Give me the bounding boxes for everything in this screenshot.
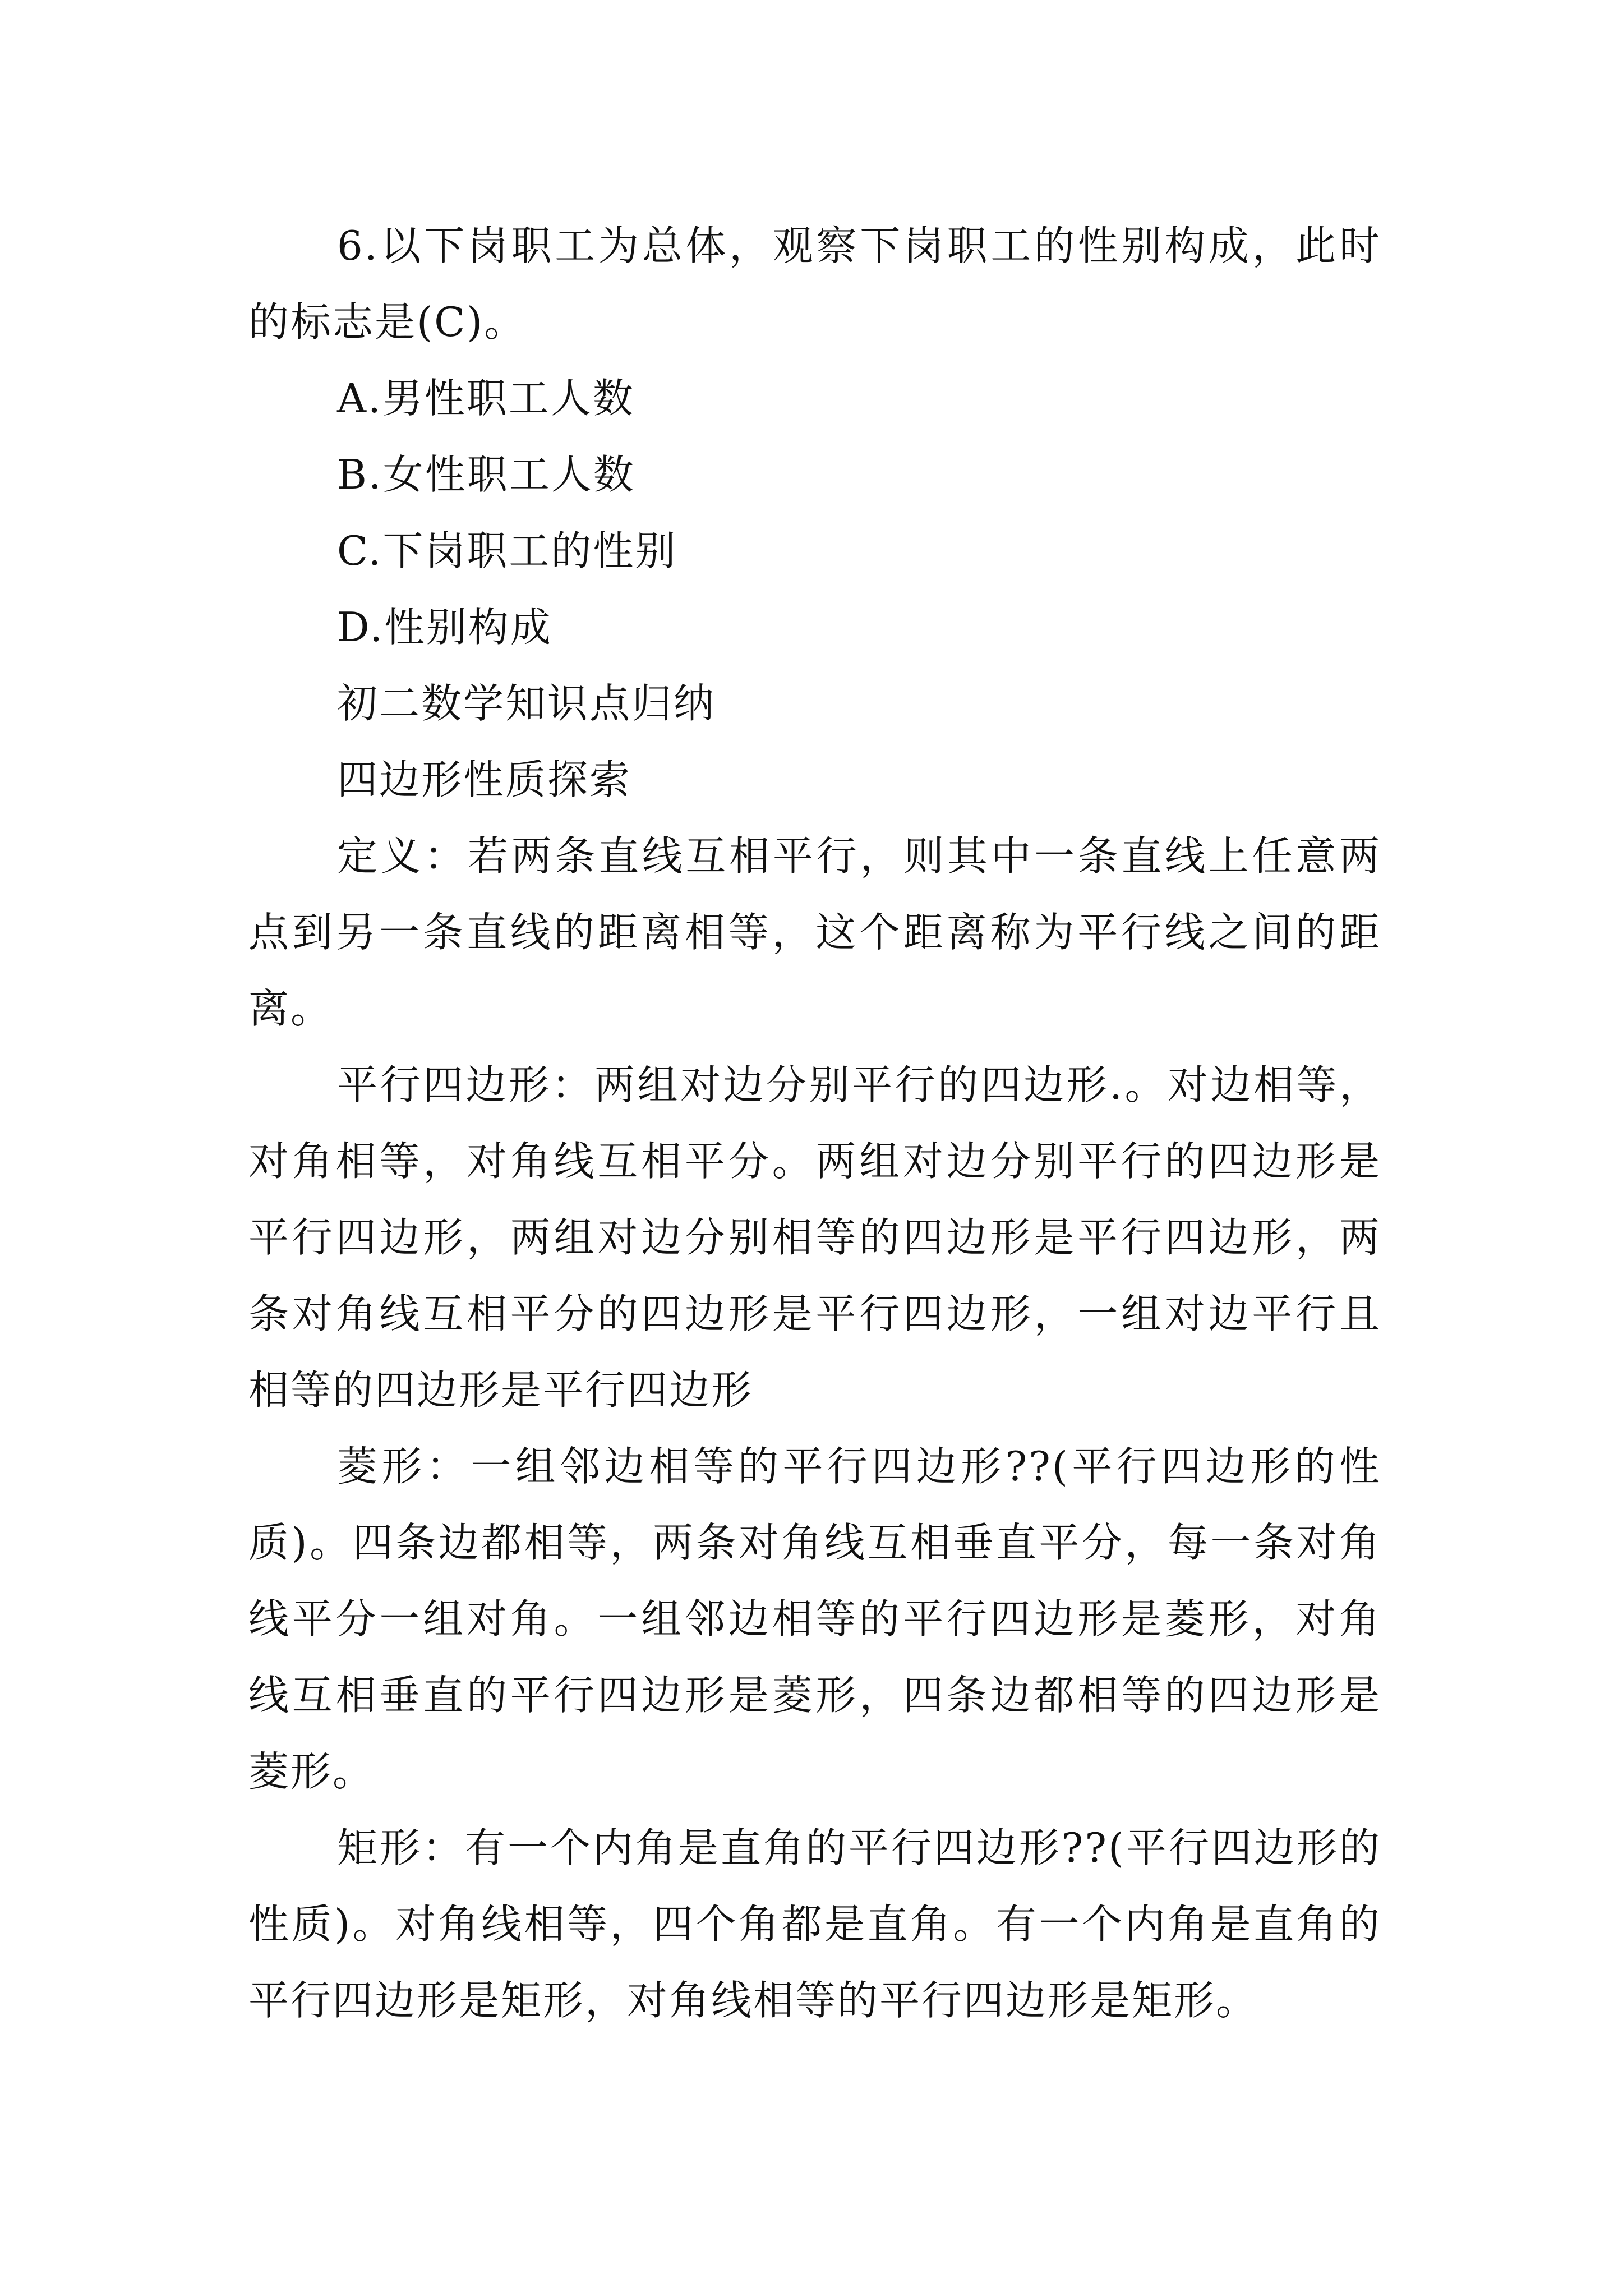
section-subtitle: 四边形性质探索	[337, 756, 632, 803]
paragraph-rectangle: 矩形：有一个内角是直角的平行四边形??(平行四边形的性质)。对角线相等，四个角都是直角。有一个内角是直角的平行四边形是矩形，对角线相等的平行四边形是矩形。	[248, 1824, 1381, 2024]
option-d: D.性别构成	[337, 604, 553, 651]
document-body	[248, 208, 1381, 2039]
option-a: A.男性职工人数	[337, 375, 635, 422]
paragraph-definition: 定义：若两条直线互相平行，则其中一条直线上任意两点到另一条直线的距离相等，这个距离称为平行线之间的距离。	[248, 832, 1381, 1032]
question-stem: 6.以下岗职工为总体，观察下岗职工的性别构成，此时的标志是(C)。	[248, 222, 1381, 346]
option-c: C.下岗职工的性别	[337, 527, 677, 574]
paragraph-rhombus: 菱形：一组邻边相等的平行四边形??(平行四边形的性质)。四条边都相等，两条对角线互相垂直平分，每一条对角线平分一组对角。一组邻边相等的平行四边形是菱形，对角线互相垂直的平行四边形是菱形，四条边都相等的四边形是菱形。	[248, 1443, 1381, 1795]
paragraph-parallelogram: 平行四边形：两组对边分别平行的四边形.。对边相等，对角相等，对角线互相平分。两组对边分别平行的四边形是平行四边形，两组对边分别相等的四边形是平行四边形，两条对角线互相平分的四边形是平行四边形，一组对边平行且相等的四边形是平行四边形	[248, 1061, 1381, 1414]
option-b: B.女性职工人数	[337, 451, 635, 498]
section-title: 初二数学知识点归纳	[337, 680, 716, 727]
